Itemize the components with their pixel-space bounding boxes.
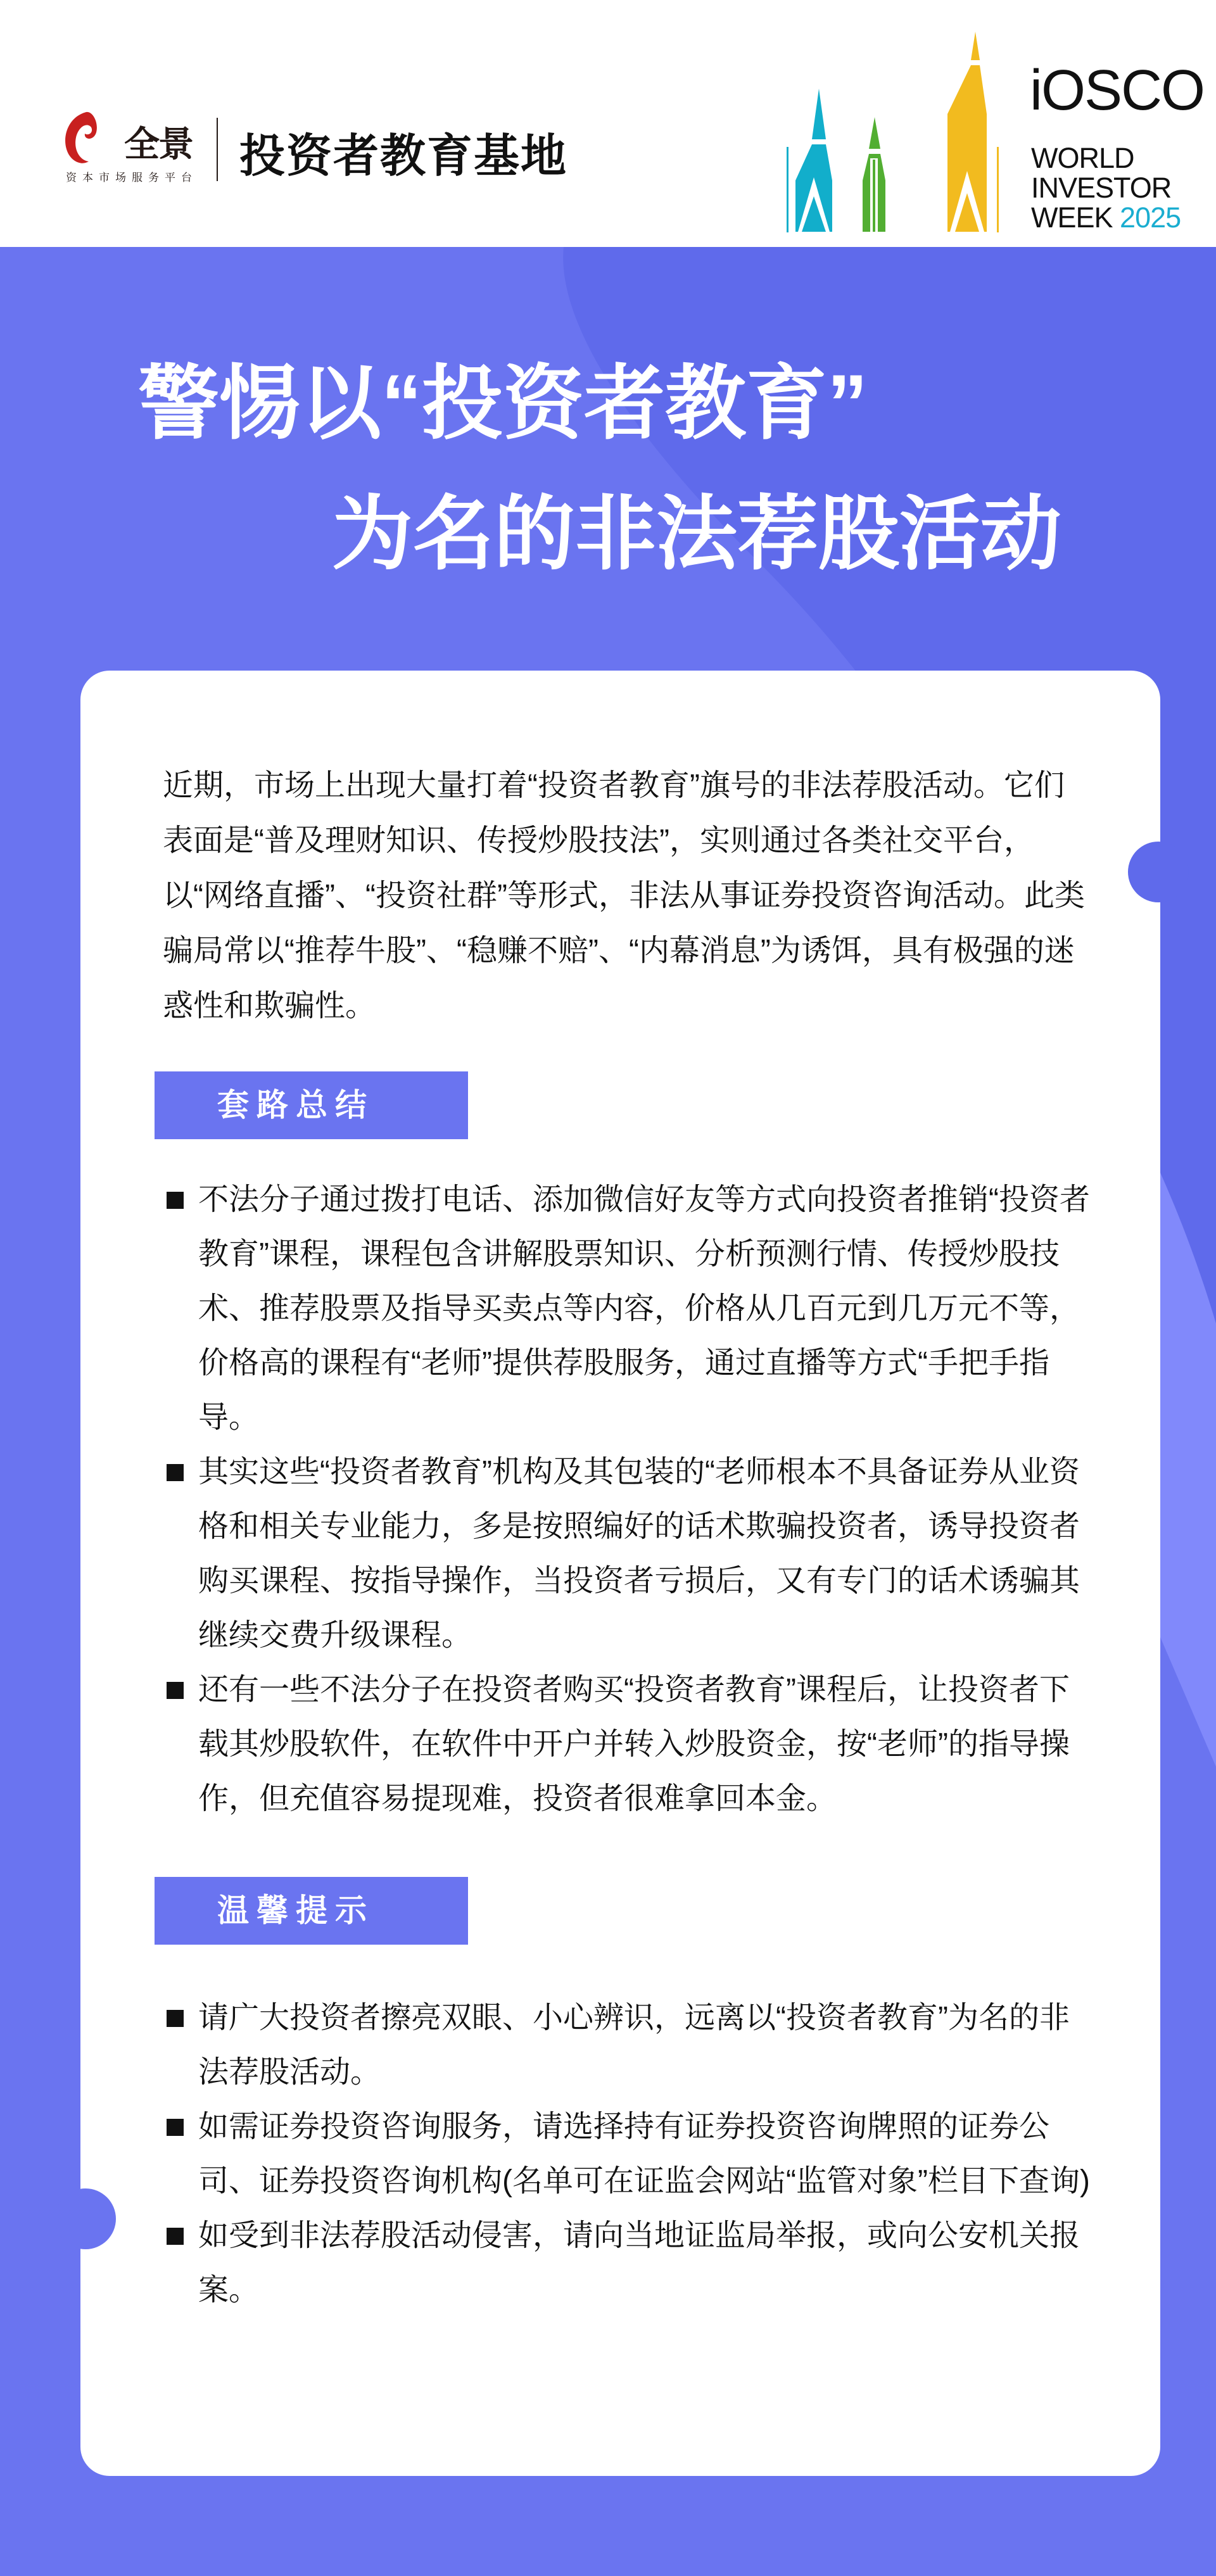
wiw-week: WEEK	[1031, 201, 1113, 234]
world-investor-week-text	[1031, 143, 1181, 232]
page-title-line2: 为名的非法荐股活动	[332, 489, 1062, 579]
wiw-year: 2025	[1120, 201, 1181, 234]
section-label-tips: 温馨提示	[155, 1877, 468, 1945]
bullet-square-icon	[167, 2228, 184, 2245]
bullet-square-icon	[167, 1192, 184, 1209]
list-item-text: 请广大投资者擦亮双眼、小心辨识，远离以“投资者教育”为名的非法荐股活动。	[198, 2001, 1070, 2089]
wiw-line3	[1031, 203, 1181, 232]
bullet-square-icon	[167, 2010, 184, 2027]
list-item-text: 其实这些“投资者教育”机构及其包装的“老师根本不具备证券从业资格和相关专业能力，多是按照编好的话术欺骗投资者，诱导投资者购买课程、按指导操作，当投资者亏损后，又有专门的话术诱骗其继续交费升级课程。	[198, 1455, 1080, 1652]
list-item-text: 还有一些不法分子在投资者购买“投资者教育”课程后，让投资者下载其炒股软件，在软件中开户并转入炒股资金，按“老师”的指导操作，但充值容易提现难，投资者很难拿回本金。	[198, 1673, 1070, 1815]
list-item	[167, 1173, 1091, 1445]
bullet-square-icon	[167, 2119, 184, 2136]
base-title: 投资者教育基地	[239, 131, 568, 182]
brand-name: 全景	[124, 124, 193, 164]
header	[0, 0, 1216, 247]
quanjing-logo-icon	[61, 111, 122, 165]
iosco-logo-text: iOSCO	[1030, 59, 1205, 122]
intro-paragraph: 近期，市场上出现大量打着“投资者教育”旗号的非法荐股活动。它们表面是“普及理财知识、传授炒股技法”，实则通过各类社交平台，以“网络直播”、“投资社群”等形式，非法从事证券投资咨询活动。此类骗局常以“推荐牛股”、“稳赚不赔”、“内幕消息”为诱饵，具有极强的迷惑性和欺骗性。	[163, 769, 1085, 1023]
list-item	[167, 2100, 1091, 2209]
list-item	[167, 1663, 1091, 1826]
list-item-text: 不法分子通过拨打电话、添加微信好友等方式向投资者推销“投资者教育”课程，课程包含讲解股票知识、分析预测行情、传授炒股技术、推荐股票及指导买卖点等内容，价格从几百元到几万元不等，价格高的课程有“老师”提供荐股服务，通过直播等方式“手把手指导。	[198, 1183, 1090, 1434]
list-item	[167, 1445, 1091, 1663]
wiw-line1: WORLD	[1031, 142, 1134, 174]
list-item-text: 如需证券投资咨询服务，请选择持有证券投资咨询牌照的证券公司、证券投资咨询机构(名单可在证监会网站“监管对象”栏目下查询)	[198, 2110, 1090, 2198]
logo-divider	[217, 118, 218, 181]
bullet-square-icon	[167, 1464, 184, 1481]
card-notch-left	[55, 2188, 116, 2249]
wiw-line2: INVESTOR	[1031, 172, 1172, 204]
list-item	[167, 2209, 1091, 2318]
list-item-text: 如受到非法荐股活动侵害，请向当地证监局举报，或向公安机关报案。	[198, 2219, 1080, 2307]
brand-tagline: 资本市场服务平台	[66, 172, 198, 184]
world-investor-week-pencils-icon	[783, 25, 1011, 234]
page-title-line1: 警惕以“投资者教育”	[138, 358, 868, 449]
tips-list	[167, 1991, 1091, 2318]
section-label-scam-summary: 套路总结	[155, 1071, 468, 1139]
scam-summary-list	[167, 1173, 1091, 1826]
bullet-square-icon	[167, 1682, 184, 1699]
card-notch-right	[1128, 842, 1189, 902]
list-item	[167, 1991, 1091, 2100]
